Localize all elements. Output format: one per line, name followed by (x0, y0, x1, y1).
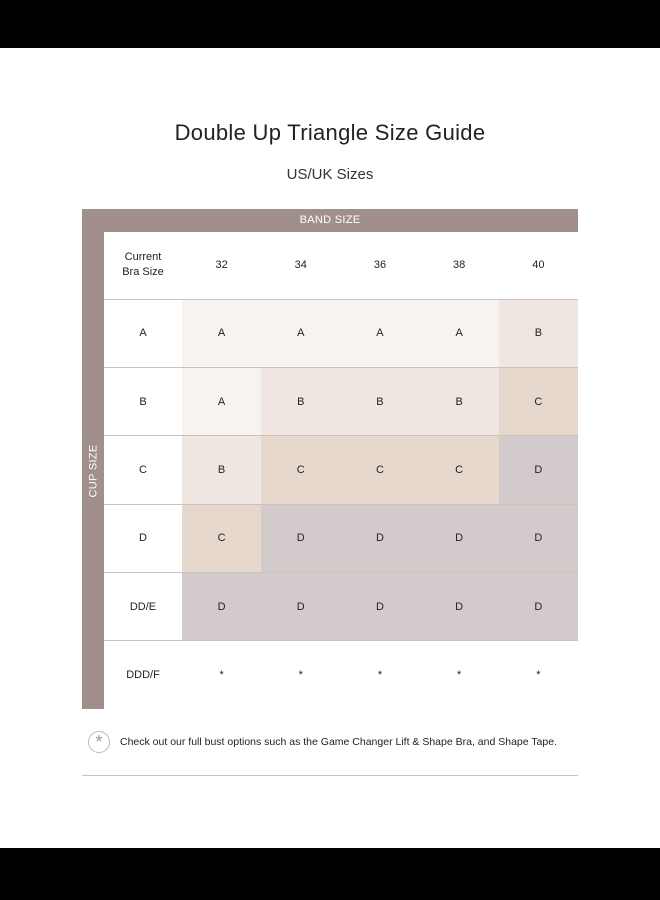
note-text: Check out our full bust options such as the Game Changer Lift & Shape Bra, and Shape Tape. (120, 736, 557, 748)
table-row (104, 504, 578, 572)
cup-row-header: DDD/F (126, 669, 160, 682)
size-cell: D (182, 572, 261, 640)
band-header: 32 (182, 232, 261, 299)
asterisk-icon: * (457, 669, 462, 682)
size-guide-page (0, 48, 660, 848)
band-header: 40 (499, 232, 578, 299)
size-cell: D (499, 436, 578, 504)
table-row (104, 436, 578, 504)
table-row (104, 368, 578, 436)
cup-row-header: B (104, 368, 182, 436)
band-header: 34 (261, 232, 340, 299)
size-cell: D (499, 572, 578, 640)
size-cell: D (420, 572, 499, 640)
size-cell: C (182, 504, 261, 572)
asterisk-icon: * (219, 669, 224, 682)
cup-row-header: A (104, 299, 182, 367)
size-cell: B (340, 368, 419, 436)
table-row (104, 641, 578, 709)
cup-row-header: DD/E (104, 572, 182, 640)
band-size-label: BAND SIZE (299, 214, 361, 226)
size-cell: A (420, 299, 499, 367)
cup-size-label: CUP SIZE (87, 444, 99, 497)
size-cell: B (420, 368, 499, 436)
band-header: 36 (340, 232, 419, 299)
cup-row-header: C (104, 436, 182, 504)
size-cell: A (182, 368, 261, 436)
size-cell: B (499, 299, 578, 367)
size-cell: B (261, 368, 340, 436)
size-cell: D (340, 572, 419, 640)
size-table (104, 232, 578, 709)
current-bra-size-header (104, 232, 182, 299)
cup-size-label-container (82, 232, 104, 709)
band-header: 38 (420, 232, 499, 299)
size-cell: A (182, 299, 261, 367)
table-row (104, 299, 578, 367)
size-cell: D (340, 504, 419, 572)
size-cell: D (420, 504, 499, 572)
cup-row-header: D (104, 504, 182, 572)
divider (82, 775, 578, 776)
size-cell: C (261, 436, 340, 504)
size-cell: C (499, 368, 578, 436)
full-bust-note (88, 731, 578, 753)
size-cell: D (261, 572, 340, 640)
asterisk-circle-icon: * (88, 731, 110, 753)
size-table-frame (82, 209, 578, 709)
size-cell: D (261, 504, 340, 572)
size-cell: C (340, 436, 419, 504)
size-cell: A (261, 299, 340, 367)
size-cell: D (499, 504, 578, 572)
table-row (104, 572, 578, 640)
header-row (104, 232, 578, 299)
page-subtitle: US/UK Sizes (286, 166, 374, 183)
size-cell: C (420, 436, 499, 504)
corner-line-1: Current (124, 251, 162, 264)
asterisk-icon: * (298, 669, 303, 682)
asterisk-icon: * (377, 669, 383, 682)
corner-line-2: Bra Size (122, 266, 164, 279)
page-title: Double Up Triangle Size Guide (174, 120, 486, 145)
size-cell: A (340, 299, 419, 367)
asterisk-icon: * (536, 669, 541, 682)
size-cell: B (182, 436, 261, 504)
